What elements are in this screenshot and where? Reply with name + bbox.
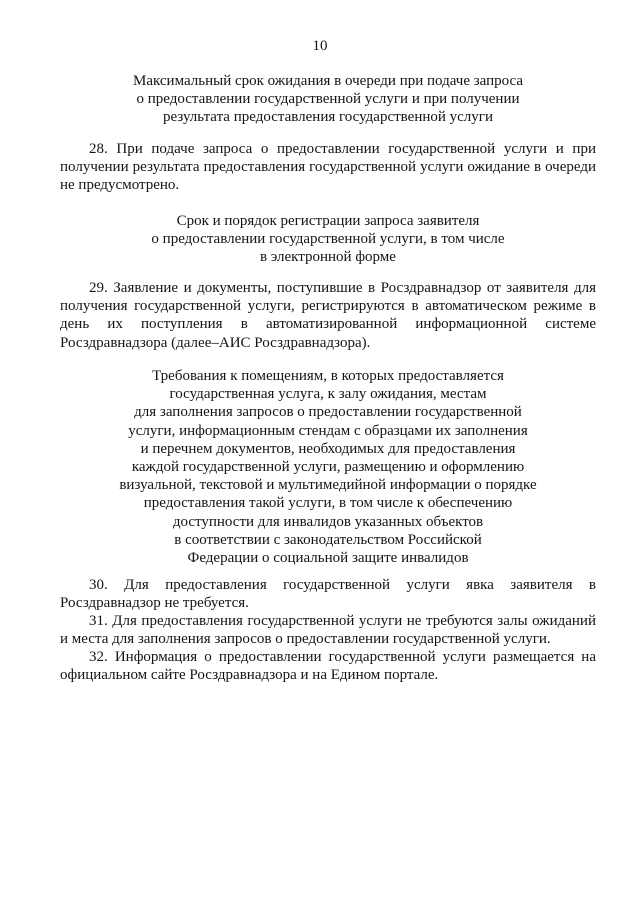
paragraph-28 [60,140,596,195]
heading-line: в электронной форме [260,249,396,266]
heading-line: государственная услуга, к залу ожидания, местам [169,386,487,403]
heading-line: Требования к помещениям, в которых предоставляется [152,368,504,384]
heading-line: результата предоставления государственной услуги [163,109,493,126]
paragraph-line: получения государственной услуги, регистрируются в автоматическом режиме в [60,298,596,315]
paragraph-32 [60,648,596,684]
heading-line: о предоставлении государственной услуги, в том числе [151,231,505,248]
paragraph-line: 32. Информация о предоставлении государственной услуги размещается на [89,649,596,665]
paragraph-line: 29. Заявление и документы, поступившие в Росздравнадзор от заявителя для [89,280,596,296]
paragraph-line: 31. Для предоставления государственной услуги не требуются залы ожиданий [89,613,596,629]
paragraph-line: день их поступления в автоматизированной информационной системе [60,316,596,333]
heading-line: о предоставлении государственной услуги и при получении [136,91,520,108]
paragraph-30 [60,576,596,612]
paragraph-line: Росздравнадзора (далее–АИС Росздравнадзора). [60,334,371,351]
paragraph-29 [60,279,596,352]
heading-line: услуги, информационным стендам с образцами их заполнения [128,422,528,439]
heading-line: Максимальный срок ожидания в очереди при подаче запроса [132,73,524,89]
heading-registration [60,212,596,267]
heading-line: каждой государственной услуги, размещению и оформлению [131,459,525,476]
paragraph-line: и места для заполнения запросов о предоставлении государственной услуги. [60,631,551,648]
heading-line: и перечнем документов, необходимых для предоставления [140,440,516,457]
paragraph-line: 28. При подаче запроса о предоставлении государственной услуги и при [89,141,596,157]
paragraph-line: получении результата предоставления государственной услуги ожидание в очереди [60,159,596,176]
heading-premises-requirements [60,367,596,567]
heading-line: предоставления такой услуги, в том числе к обеспечению [143,495,513,512]
heading-line: в соответствии с законодательством Российской [174,531,482,548]
heading-line: Срок и порядок регистрации запроса заявителя [176,213,480,229]
paragraph-line: 30. Для предоставления государственной услуги явка заявителя в [89,577,596,593]
paragraph-line: официальном сайте Росздравнадзора и на Едином портале. [60,667,439,684]
heading-line: доступности для инвалидов указанных объектов [172,513,484,530]
paragraph-line: не предусмотрено. [60,177,180,194]
heading-queue-time [60,72,596,127]
heading-line: для заполнения запросов о предоставлении государственной [134,404,522,421]
paragraph-31 [60,612,596,648]
heading-line: визуальной, текстовой и мультимедийной информации о порядке [119,477,537,494]
heading-line: Федерации о социальной защите инвалидов [187,550,469,567]
page-number: 10 [312,38,328,54]
paragraph-line: Росздравнадзор не требуется. [60,595,249,612]
